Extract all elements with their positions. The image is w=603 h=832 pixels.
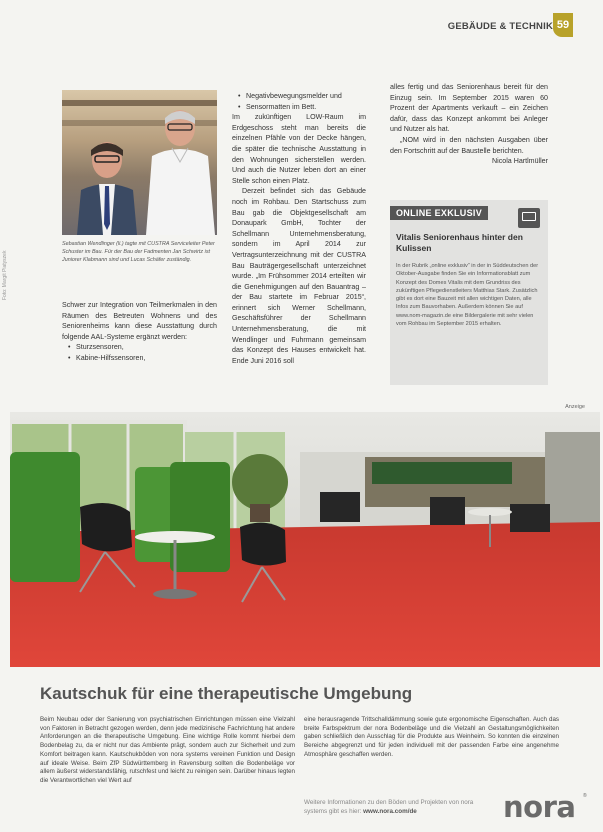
ad-footer [304,798,494,816]
sensor-list [232,91,366,112]
man-right-figure [140,102,215,235]
author-signature: Nicola Hartlmüller [492,157,548,166]
interior-photo-illustration [10,412,600,667]
aal-list [62,342,217,363]
interior-photo [10,412,600,667]
list-item: • Negativbewegungsmelder und [246,91,366,102]
article-column-2 [232,91,366,366]
online-exclusive-text: In der Rubrik „online exklusiv“ in der in Süddeutschen der Oktober-Ausgabe finden Sie ein Informationsblatt zum Konzept des Domes Vitalis mit dem Grundriss des zukünftigen Pflegedienstleiters Matthias Stark. Zusätzlich gibt es dort eine Bauzeit mit allen wichtigen Daten, alle Infos zum Bauvorhaben. Außerdem können Sie auf www.nom-magazin.de eine Bildergalerie mit sehr vielen vom Rohbau im September 2015 erhalten. [396,263,539,328]
article-column-3 [390,82,548,167]
photo-credit: Foto: Margit Piatyszek [2,250,8,300]
ad-footer-text: Weitere Informationen zu den Böden und Projekten von nora systems gibt es hier: [304,799,474,815]
column-paragraph: Derzeit befindet sich das Gebäude noch im Rohbau. Den Startschuss zum Bau gab die Objektgesellschaft am Donaupark GmbH, Tochter der Schellmann Unternehmensberatung, sondern im April 2014 zur Vertragsunterzeichnung mit der CUSTRA Bau Bauträgergesellschaft unterzeichnet wurde. „Im Frühsommer 2014 erteilten wir die Genehmigungen auf den Bauantrag – der Bau startete im Februar 2015“, erinnert sich Werner Schellmann, Geschäftsführer der Schellmann Unternehmensberatung, die mit Wendlinger und Fuhrmann gemeinsam das Konzept des Hauses entwickelt hat. Ende Juni 2016 soll [232,187,366,365]
column-paragraph: Schwer zur Integration von Teilmerkmalen in den Räumen des Betreuten Wohnens und des Seniorenheims kann diese Ausstattung durch folgende AAL-Systeme ergänzt werden: [62,301,217,341]
list-item: • Kabine-Hilfssensoren, [76,353,217,364]
section-tag: GEBÄUDE & TECHNIK [447,21,553,32]
page-number: 59 [553,13,573,37]
portrait-photo [62,90,217,235]
monitor-icon [518,208,540,228]
ad-footer-link[interactable]: www.nora.com/de [363,808,417,815]
ad-column-1: Beim Neubau oder der Sanierung von psychiatrischen Einrichtungen müssen eine Vielzahl von Faktoren in Betracht gezogen werden, denn jede medizinische Fachrichtung hat andere Anforderungen an die therapeutische Umgebung. Eine wichtige Rolle kommt hierbei dem Bodenbelag zu, da er nicht nur das Ambiente prägt, sondern auch zur Sicherheit und zum Komfort beitragen kann. Kautschukböden von nora systems vereinen Funktion und Design auf ideale Weise. Beim ZfP Südwürttemberg in Ravensburg sollten die Bodenbeläge vor allem äußerst widerstandsfähig, rutschfest und leicht zu reinigen sein. Darüber hinaus legten die Verantwortlichen viel Wert auf [40,716,295,784]
list-item: • Sensormatten im Bett. [246,102,366,113]
online-exclusive-heading: ONLINE EXKLUSIV [390,206,488,220]
article-column-1 [62,300,217,364]
photo-caption: Sebastian Wendlinger (li.) tagte mit CUSTRA Serviceleiter Peter Schuster im Bau. Für der Bau der Fadmenten Jan Schwirtz ist Juniorer Klabmann sind und Lucas Schäfer zuständig. [62,241,215,264]
column-paragraph: alles fertig und das Seniorenhaus bereit für den Einzug sein. Im September 2015 waren 60 Prozent der Apartments verkauft – ein Zeichen dafür, dass das Konzept ankommt bei Anleger und Nutzer als hat. [390,83,548,134]
nora-logo: nora [503,790,576,824]
ad-title: Kautschuk für eine therapeutische Umgebung [40,684,413,703]
ad-label: Anzeige [565,404,585,410]
column-paragraph: Im zukünftigen LOW-Raum im Erdgeschoss steht man bereits die einzelnen Pfähle von der Decke hängen, die später die technische Ausstattung in den Wohnungen sicherstellen werden. Und auch die Nutzer leben dort an einer Stelle schon einen Platz. [232,113,366,185]
man-left-figure [77,132,137,235]
ad-column-2: eine herausragende Trittschalldämmung sowie gute ergonomische Eigenschaften. Auch das breite Farbspektrum der nora Bodenbeläge und die Vielzahl an Gestaltungsmöglichkeiten gaben schließlich den Ausschlag für die Produkte aus Weinheim. So konnten die einzelnen Bereiche abgegrenzt und für jeden individuell mit der passenden Farbe eine angenehme Atmosphäre geschaffen werden. [304,716,559,758]
list-item: • Sturzsensoren, [76,342,217,353]
online-exclusive-title: Vitalis Seniorenhaus hinter den Kulissen [396,232,523,253]
column-paragraph: „NOM wird in den nächsten Ausgaben über den Fortschritt auf der Baustelle berichten. [390,135,548,155]
registered-mark: ® [583,793,587,799]
online-exclusive-box [390,200,548,385]
